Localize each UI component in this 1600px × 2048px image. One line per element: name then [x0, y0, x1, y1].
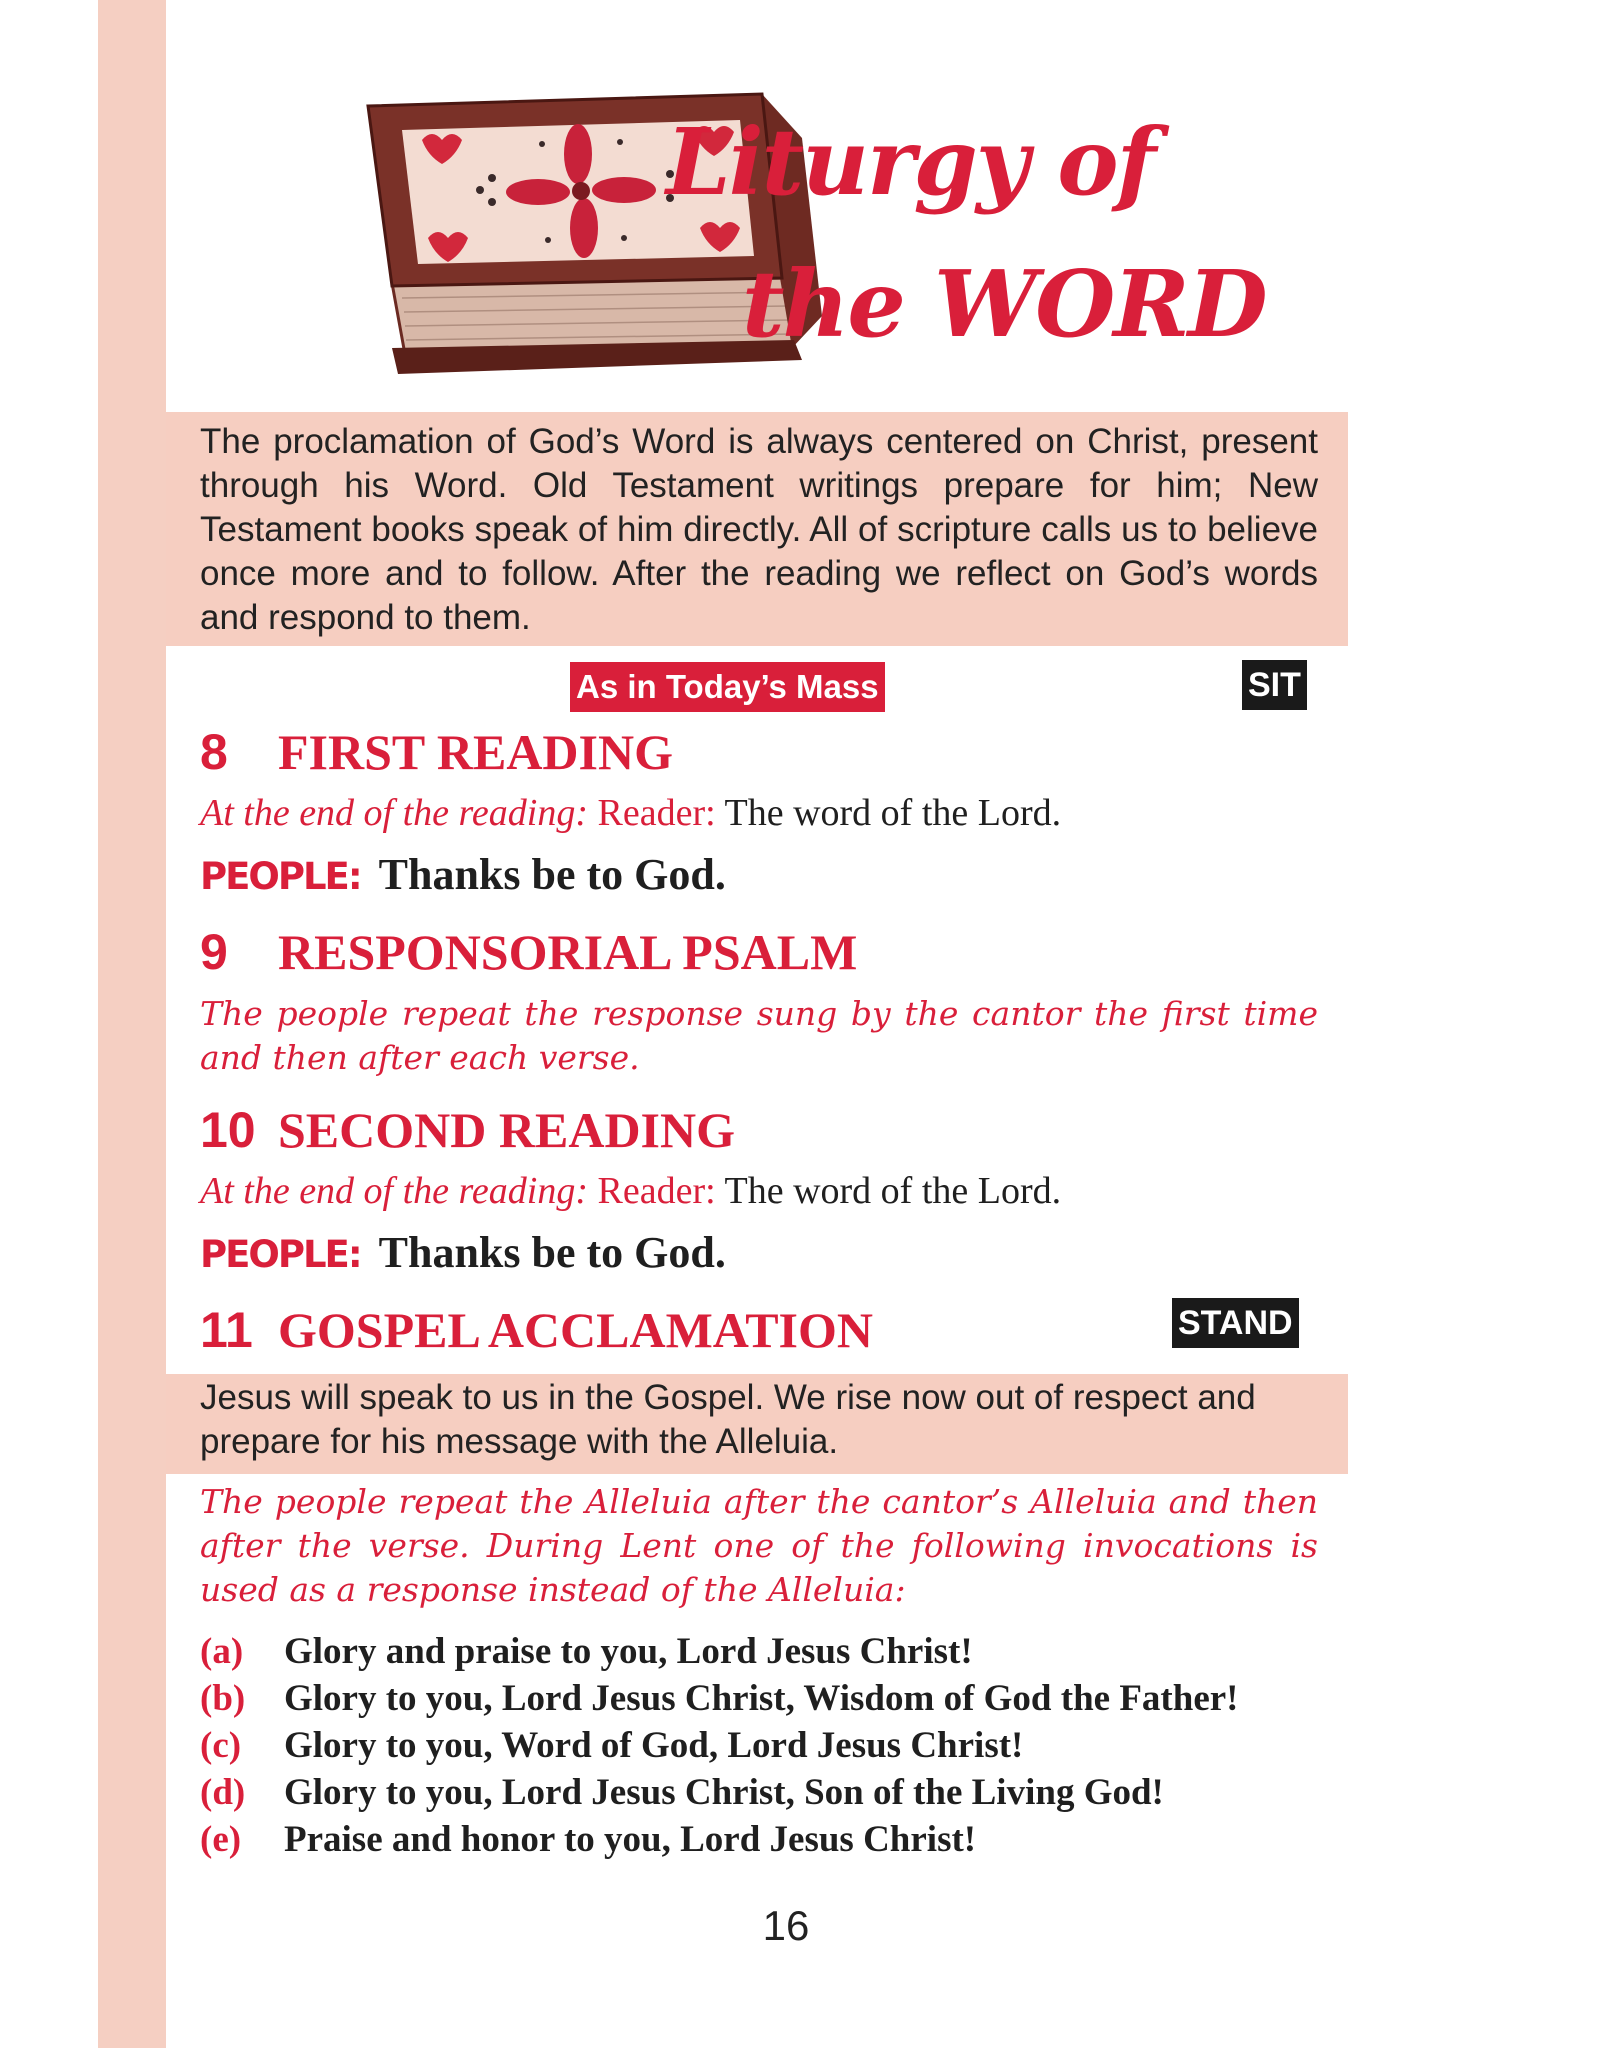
heading-first-reading — [200, 722, 673, 782]
role-label: Reader: — [597, 792, 716, 834]
intro-box — [166, 412, 1348, 646]
people-response-first — [200, 846, 726, 914]
invocation-letter: (b) — [200, 1678, 246, 1719]
heading-responsorial-psalm — [200, 922, 857, 982]
heading-number: 10 — [200, 1102, 256, 1158]
lenten-invocations-list — [200, 1628, 1330, 1863]
invocation-text: Glory and praise to you, Lord Jesus Christ! — [284, 1631, 973, 1672]
missal-page — [166, 0, 1600, 2048]
heading-title: RESPONSORIAL PSALM — [278, 924, 858, 980]
list-item — [200, 1628, 1330, 1675]
heading-gospel-acclamation — [200, 1300, 873, 1360]
list-item — [200, 1816, 1330, 1863]
invocation-letter: (a) — [200, 1631, 244, 1672]
reader-line-second — [200, 1168, 1061, 1214]
psalm-rubric: The people repeat the response sung by the cantor the first time and then after each verse. — [200, 994, 1318, 1077]
posture-stand-badge: STAND — [1172, 1298, 1299, 1348]
invocation-text: Glory to you, Lord Jesus Christ, Wisdom of God the Father! — [284, 1678, 1239, 1719]
invocation-text: Glory to you, Lord Jesus Christ, Son of the Living God! — [284, 1772, 1164, 1813]
posture-sit-badge: SIT — [1242, 660, 1307, 710]
gospel-explanation-box — [166, 1374, 1348, 1474]
people-response-text: Thanks be to God. — [378, 850, 726, 899]
gospel-rubric: The people repeat the Alleluia after the cantor’s Alleluia and then after the verse. During Lent one of the following invocations is used as a response instead of the Alleluia: — [200, 1482, 1318, 1609]
heading-title: SECOND READING — [278, 1102, 736, 1158]
rubric-text: At the end of the reading: — [200, 792, 588, 834]
heading-number: 9 — [200, 924, 228, 980]
heading-title: FIRST READING — [278, 724, 673, 780]
intro-text: The proclamation of God’s Word is always centered on Christ, present through his Word. Old Testament writings prepare for him; New Testament books speak of him directly. All of scripture calls us to believe once more and to follow. After the reading we reflect on God’s words and respond to them. — [200, 422, 1318, 637]
reader-text: The word of the Lord. — [724, 1170, 1062, 1212]
invocation-letter: (c) — [200, 1725, 242, 1766]
rubric-text: At the end of the reading: — [200, 1170, 588, 1212]
role-label: Reader: — [597, 1170, 716, 1212]
invocation-text: Glory to you, Word of God, Lord Jesus Christ! — [284, 1725, 1024, 1766]
as-in-todays-mass-tag: As in Today’s Mass — [570, 662, 885, 712]
gospel-explanation-text: Jesus will speak to us in the Gospel. We rise now out of respect and prepare for his message with the Alleluia. — [200, 1378, 1256, 1461]
section-title-line1: Liturgy of — [666, 108, 1155, 216]
invocation-letter: (e) — [200, 1819, 242, 1860]
people-response-second — [200, 1224, 726, 1292]
heading-number: 11 — [200, 1302, 253, 1358]
reader-line-first — [200, 790, 1061, 836]
left-color-band — [98, 0, 166, 2048]
people-label: PEOPLE: — [200, 1233, 361, 1276]
invocation-text: Praise and honor to you, Lord Jesus Christ! — [284, 1819, 977, 1860]
heading-second-reading — [200, 1100, 735, 1160]
page-number: 16 — [762, 1902, 810, 1949]
section-title-line2: the WORD — [742, 250, 1266, 358]
list-item — [200, 1722, 1330, 1769]
people-label: PEOPLE: — [200, 855, 361, 898]
heading-title: GOSPEL ACCLAMATION — [278, 1302, 873, 1358]
invocation-letter: (d) — [200, 1772, 246, 1813]
heading-number: 8 — [200, 724, 228, 780]
people-response-text: Thanks be to God. — [378, 1228, 726, 1277]
page-margin — [0, 0, 98, 2048]
list-item — [200, 1769, 1330, 1816]
reader-text: The word of the Lord. — [724, 792, 1062, 834]
list-item — [200, 1675, 1330, 1722]
